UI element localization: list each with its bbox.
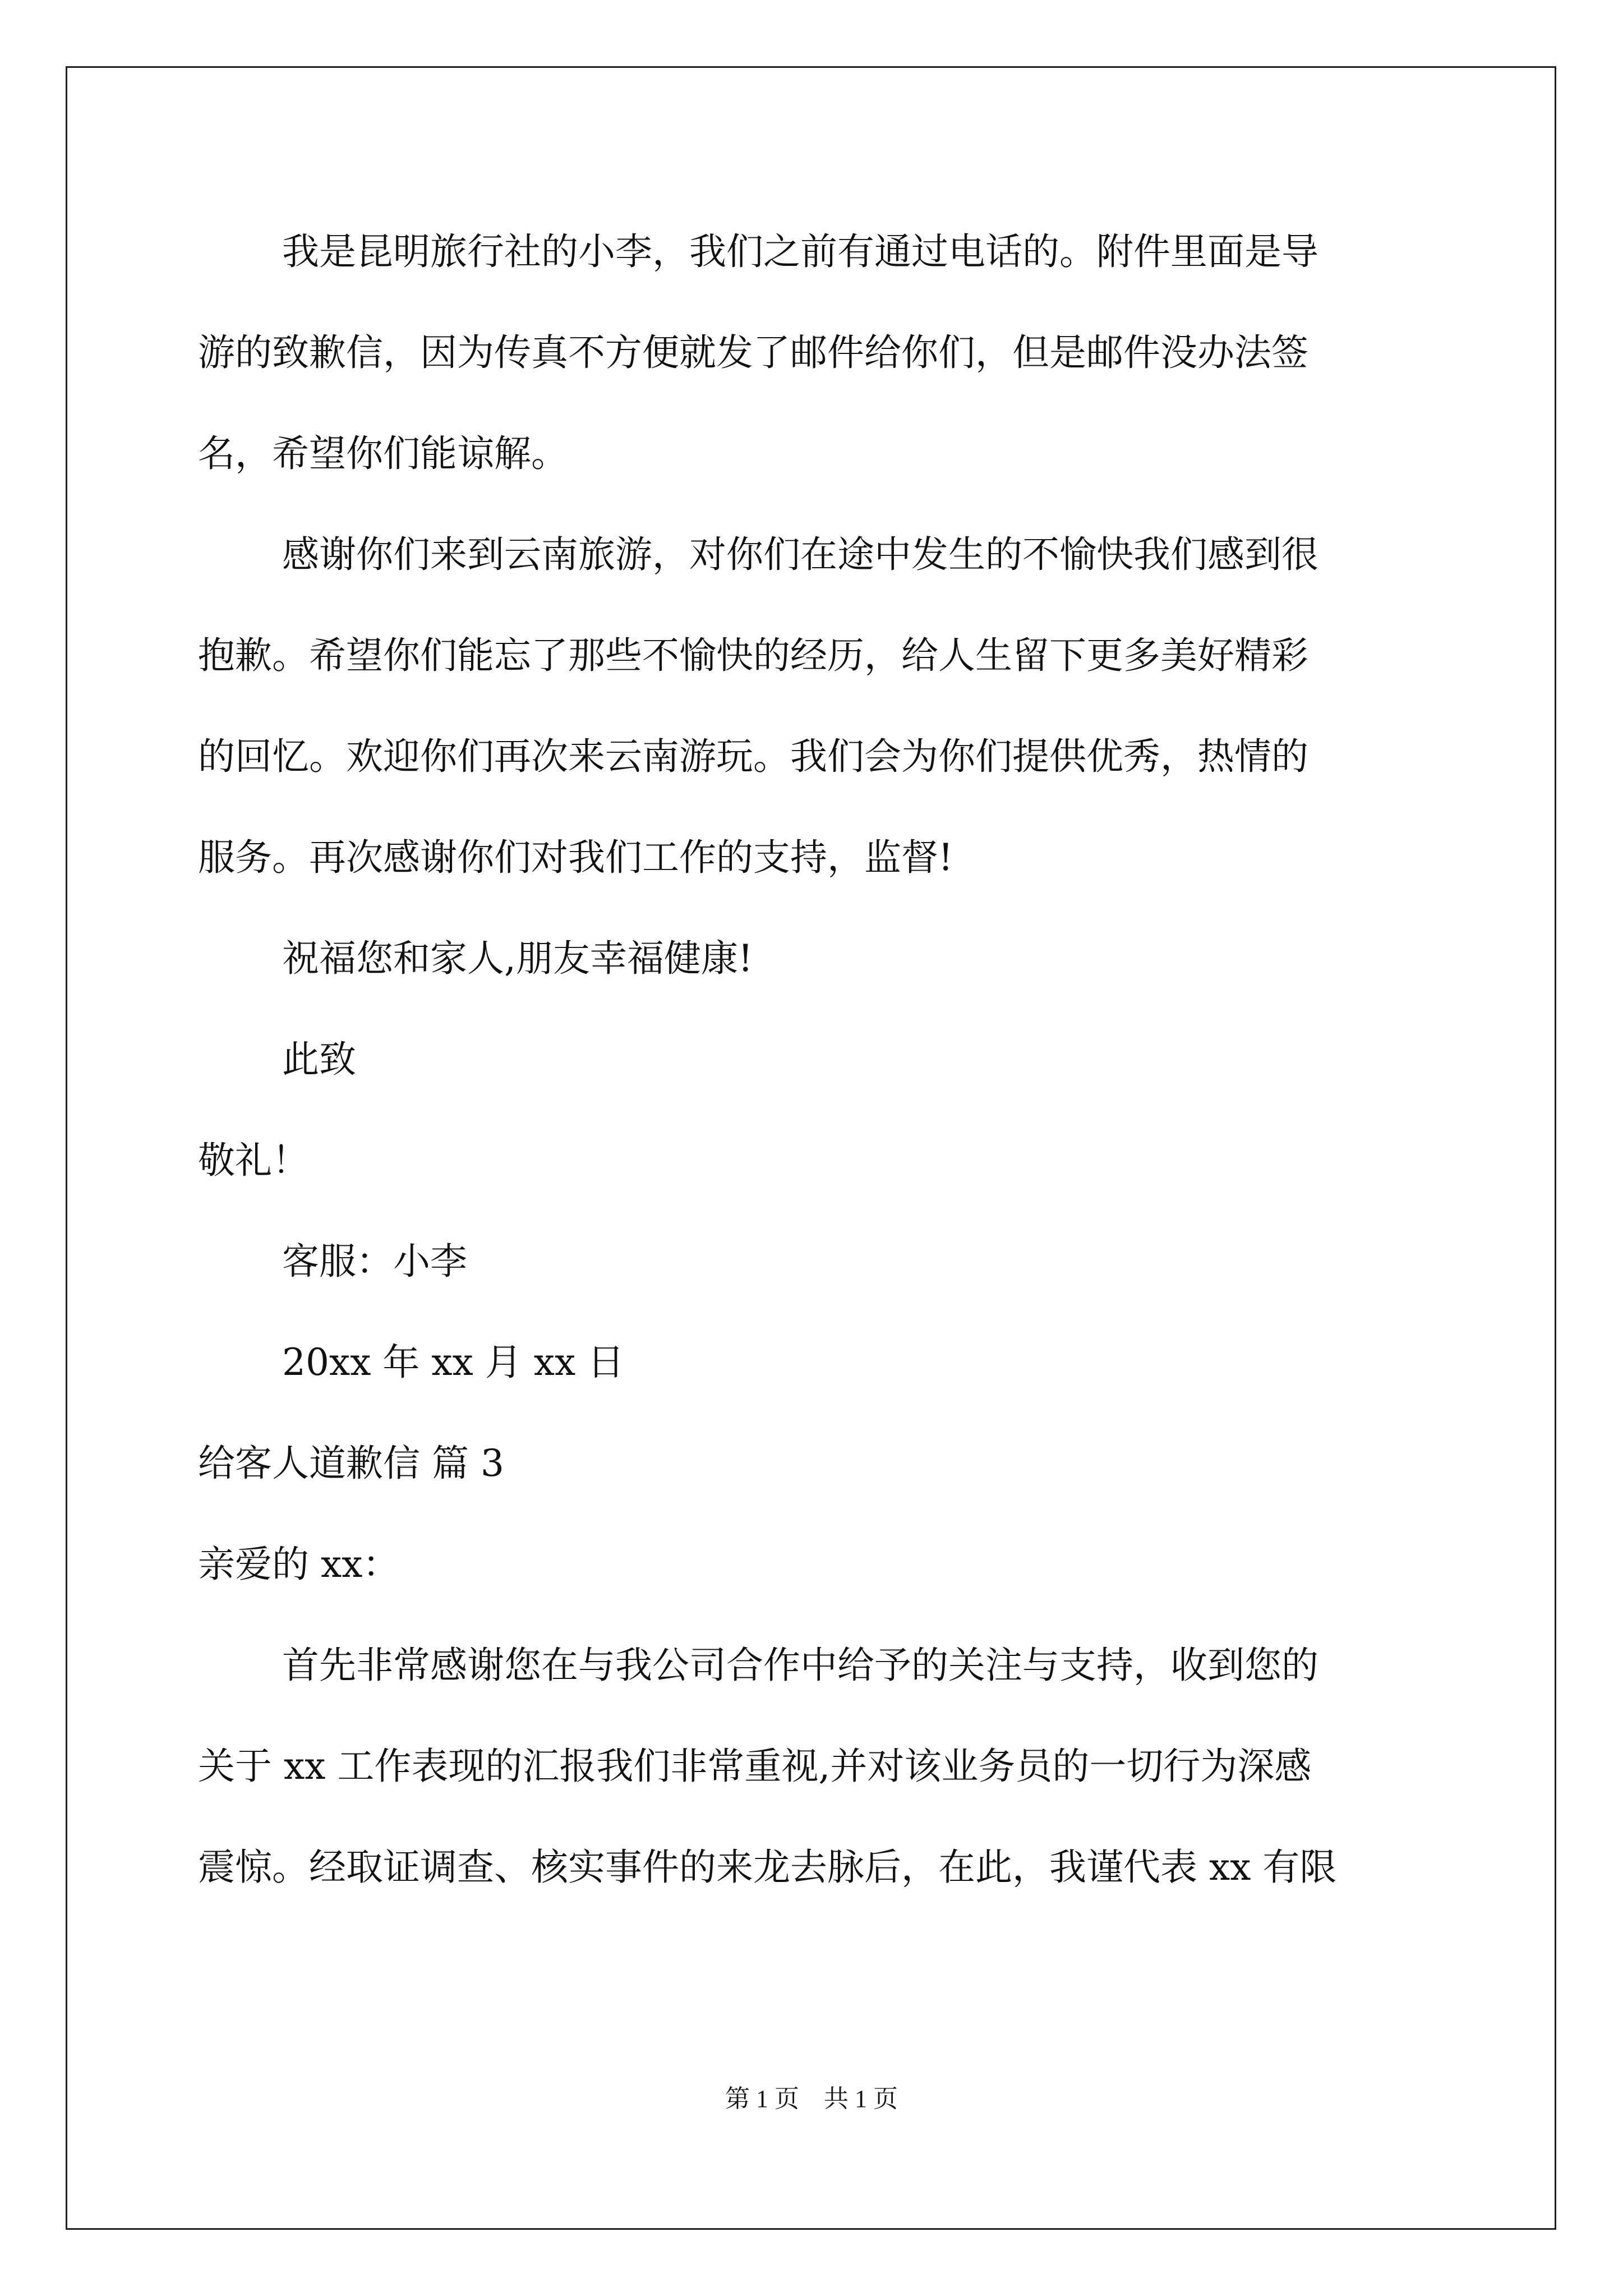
date-line: 20xx 年 xx 月 xx 日 [282,1341,625,1384]
paragraph-line: 首先非常感谢您在与我公司合作中给予的关注与支持，收到您的 [282,1644,1318,1687]
salute-line: 敬礼！ [198,1139,309,1182]
paragraph-line: 游的致歉信，因为传真不方便就发了邮件给你们，但是邮件没办法签 [198,331,1308,374]
wish-line: 祝福您和家人,朋友幸福健康! [282,937,753,980]
signature-line: 客服：小李 [282,1240,467,1283]
closing-line: 此致 [282,1038,356,1081]
paragraph-line: 的回忆。欢迎你们再次来云南游玩。我们会为你们提供优秀，热情的 [198,735,1308,778]
paragraph-line: 关于 xx 工作表现的汇报我们非常重视,并对该业务员的一切行为深感 [198,1745,1312,1788]
paragraph-line: 我是昆明旅行社的小李，我们之前有通过电话的。附件里面是导 [282,230,1318,273]
paragraph-line: 震惊。经取证调查、核实事件的来龙去脉后，在此，我谨代表 xx 有限 [198,1846,1337,1889]
greeting-line: 亲爱的 xx： [198,1543,400,1586]
paragraph-line: 名，希望你们能谅解。 [198,432,568,475]
section-heading: 给客人道歉信 篇 3 [198,1442,504,1485]
paragraph-line: 感谢你们来到云南旅游，对你们在途中发生的不愉快我们感到很 [282,533,1318,576]
paragraph-line: 抱歉。希望你们能忘了那些不愉快的经历，给人生留下更多美好精彩 [198,634,1308,677]
paragraph-line: 服务。再次感谢你们对我们工作的支持，监督! [198,836,953,879]
page-number: 第 1 页 共 1 页 [725,2085,898,2113]
